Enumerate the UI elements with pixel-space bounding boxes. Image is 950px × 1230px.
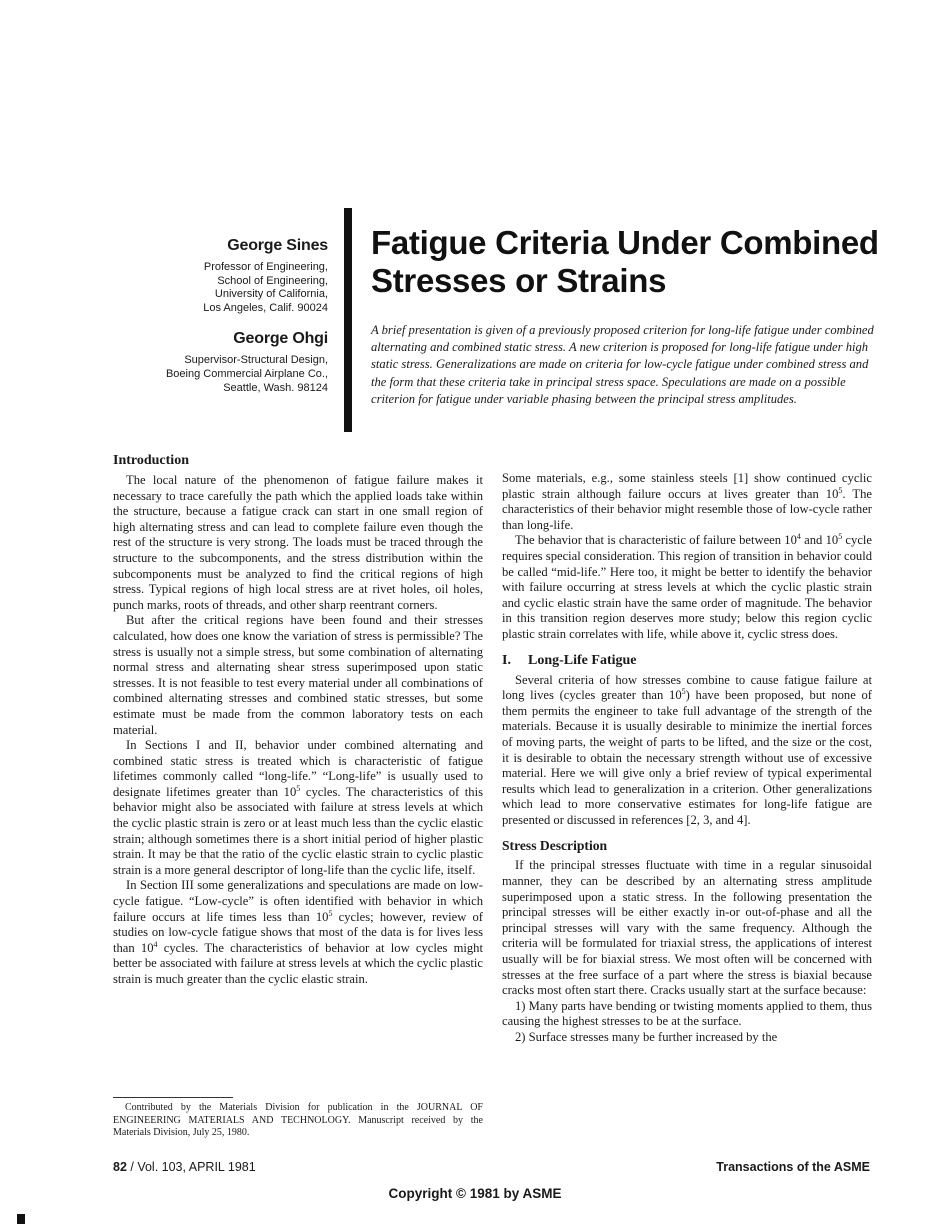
paragraph (113, 738, 483, 878)
footnote: Contributed by the Materials Division for publication in the JOURNAL OF ENGINEERING MATERIALS AND TECHNOLOGY. Manuscript received by the Materials Division, July 25, 1980. (113, 1102, 483, 1139)
affiliation-line: School of Engineering, (217, 274, 328, 287)
section-heading (502, 652, 872, 669)
author-list (160, 236, 328, 395)
section-title: Long-Life Fatigue (528, 652, 637, 668)
text-run: cycles; however, review of studies on low-cycle fatigue shows that most of the data is for lives less than 10 (113, 909, 483, 955)
text-run: . The characteristics of their behavior might resemble those of low-cycle rather than long-life. (502, 486, 872, 532)
list-item: 2) Surface stresses many be further increased by the (515, 1030, 778, 1044)
paragraph (502, 471, 872, 533)
affiliation-line: University of California, (214, 288, 328, 301)
page-number: 82 (113, 1160, 127, 1174)
paragraph (502, 673, 872, 829)
text-run: cycle requires special consideration. This region of transition in behavior could be called “mid-life.” Here too, it might be better to identify the behavior with failure occurring at stress levels at which the cyclic plastic strain and cyclic elastic strain have the same order of magnitude. The behavior in this transition region deserves more study; below this region cyclic plastic strain correlates with life, while above it, cyclic stress does. (502, 533, 872, 641)
subsection-heading: Stress Description (502, 838, 608, 854)
superscript: 4 (153, 939, 158, 949)
paragraph (113, 878, 483, 987)
paragraph: If the principal stresses fluctuate with time in a regular sinusoidal manner, they can be described by an alternating stress amplitude superimposed upon a static stress. In the following presentation the principal stresses will be either exactly in-or out-of-phase and all the principal stresses will vary with the same frequency. Although the criteria will be formulated for triaxial stress, the applications of interest usually will be for biaxial stress. We most often will be concerned with stresses at the free surface of a part where the stress is biaxial because cracks most often start there. Cracks usually start at the surface because: (502, 858, 872, 998)
copyright-notice: Copyright © 1981 by ASME (388, 1186, 562, 1201)
author-affiliation (160, 354, 328, 395)
text-run: cycles. The characteristics of this behavior might also be associated with failure at stress levels at which the cyclic plastic strain is zero or at least much less than the cyclic elastic strain; although sometimes there is a short initial period of higher plastic strain. It may be that the ratio of the cyclic elastic strain to cyclic plastic strain is a more general descriptor of long-life than the cyclic life, itself. (113, 784, 483, 877)
title-line: Fatigue Criteria Under Combined (371, 224, 879, 261)
superscript: 5 (681, 686, 686, 696)
text-run: and 10 (800, 533, 839, 548)
affiliation-line: Boeing Commercial Airplane Co., (165, 367, 328, 380)
abstract: A brief presentation is given of a previously proposed criterion for long-life fatigue under combined alternating and combined static stress. A new criterion is proposed for long-life fatigue under high static stress. Generalizations are made on criteria for low-cycle fatigue under combined stress and the form that these criteria take in principal stress space. Speculations are made on a possible criterion for fatigue under variable phasing between the principal stress amplitudes. (371, 323, 874, 406)
affiliation-line: Los Angeles, Calif. 90024 (203, 301, 328, 314)
footnote-rule (113, 1097, 233, 1098)
paragraph: The local nature of the phenomenon of fatigue failure makes it necessary to trace carefully the path which the applied loads take within the structure, because a fatigue crack can start in one small region of high alternating stress and can lead to complete failure even though the rest of the structure is very strong. The loads must be traced through the structure to the subcomponents, and the stress distribution within the subcomponents must be analyzed to find the critical regions of high stress. Typical regions of high local stress are at rivet holes, oil holes, punch marks, roots of threads, and other sharp reentrant corners. (113, 473, 483, 612)
paragraph: But after the critical regions have been found and their stresses calculated, how does one know the variation of stress is permissible? The stress is usually not a simple stress, but some combination of alternating normal stress and alternating shear stress superimposed upon static stresses. It is not feasible to test every material under all combinations of combined alternating stresses and combined static stresses, but some estimate must be made from the common laboratory tests on each material. (113, 613, 483, 737)
text-run: Some materials, e.g., some stainless steels [1] show continued cyclic plastic strain although failure occurs at lives greater than 10 (502, 471, 872, 501)
affiliation-line: Supervisor-Structural Design, (184, 354, 328, 367)
list-item: 1) Many parts have bending or twisting moments applied to them, thus causing the highest stresses to be at the surface. (502, 998, 872, 1029)
journal-name: Transactions of the ASME (716, 1160, 870, 1174)
superscript: 5 (328, 908, 333, 918)
author-name: George Sines (227, 237, 328, 254)
volume-info: / Vol. 103, APRIL 1981 (126, 1160, 256, 1174)
author-block (160, 329, 328, 395)
superscript: 5 (838, 485, 843, 495)
affiliation-line: Professor of Engineering, (203, 261, 328, 273)
superscript: 4 (796, 532, 801, 542)
section-heading: Introduction (113, 453, 189, 468)
text-run: The behavior that is characteristic of failure between 10 (515, 533, 797, 548)
title-rule (344, 208, 352, 432)
author-name: George Ohgi (233, 330, 328, 348)
corner-mark (17, 1214, 25, 1224)
left-column (113, 452, 483, 988)
text-run: Several criteria of how stresses combine to cause fatigue failure at long lives (cycles greater than 10 (502, 672, 872, 703)
paper-title (371, 224, 931, 300)
right-column (502, 471, 872, 1046)
section-number: I. (502, 652, 511, 668)
affiliation-line: Seattle, Wash. 98124 (223, 381, 328, 394)
author-affiliation (160, 261, 328, 315)
text-run: cycles. The characteristics of behavior at low cycles might better be associated with failure at stress levels at which the cyclic plastic strain is much greater than the cyclic elastic strain. (113, 940, 483, 986)
text-run: ) have been proposed, but none of them permits the engineer to take full advantage of the strength of the materials. Because it is usually desirable to minimize the inertial forces of moving parts, the weight of parts to be lifted, and the size or the cost, it is desirable to obtain the necessary strength without use of excessive material. Here we will give only a brief review of typical experimental results which lead to generalization in a criterion. Other generalizations which lead to more conservative estimates for long-life fatigue are presented or discussed in references [2, 3, and 4]. (502, 688, 873, 827)
text-run: In Section III some generalizations and speculations are made on low-cycle fatigue. “Low-cycle” is often identified with behavior in which failure occurs at life times less than 10 (113, 878, 483, 924)
page-folio (113, 1160, 256, 1174)
title-line: Stresses or Strains (371, 262, 667, 299)
paragraph (502, 533, 872, 642)
author-block (160, 236, 328, 315)
superscript: 5 (838, 532, 843, 542)
superscript: 5 (296, 783, 301, 793)
text-run: In Sections I and II, behavior under combined alternating and combined static stress is treated which is characteristic of fatigue lifetimes commonly called “long-life.” “Long-life” is usually used to designate lifetimes greater than 10 (113, 738, 483, 799)
